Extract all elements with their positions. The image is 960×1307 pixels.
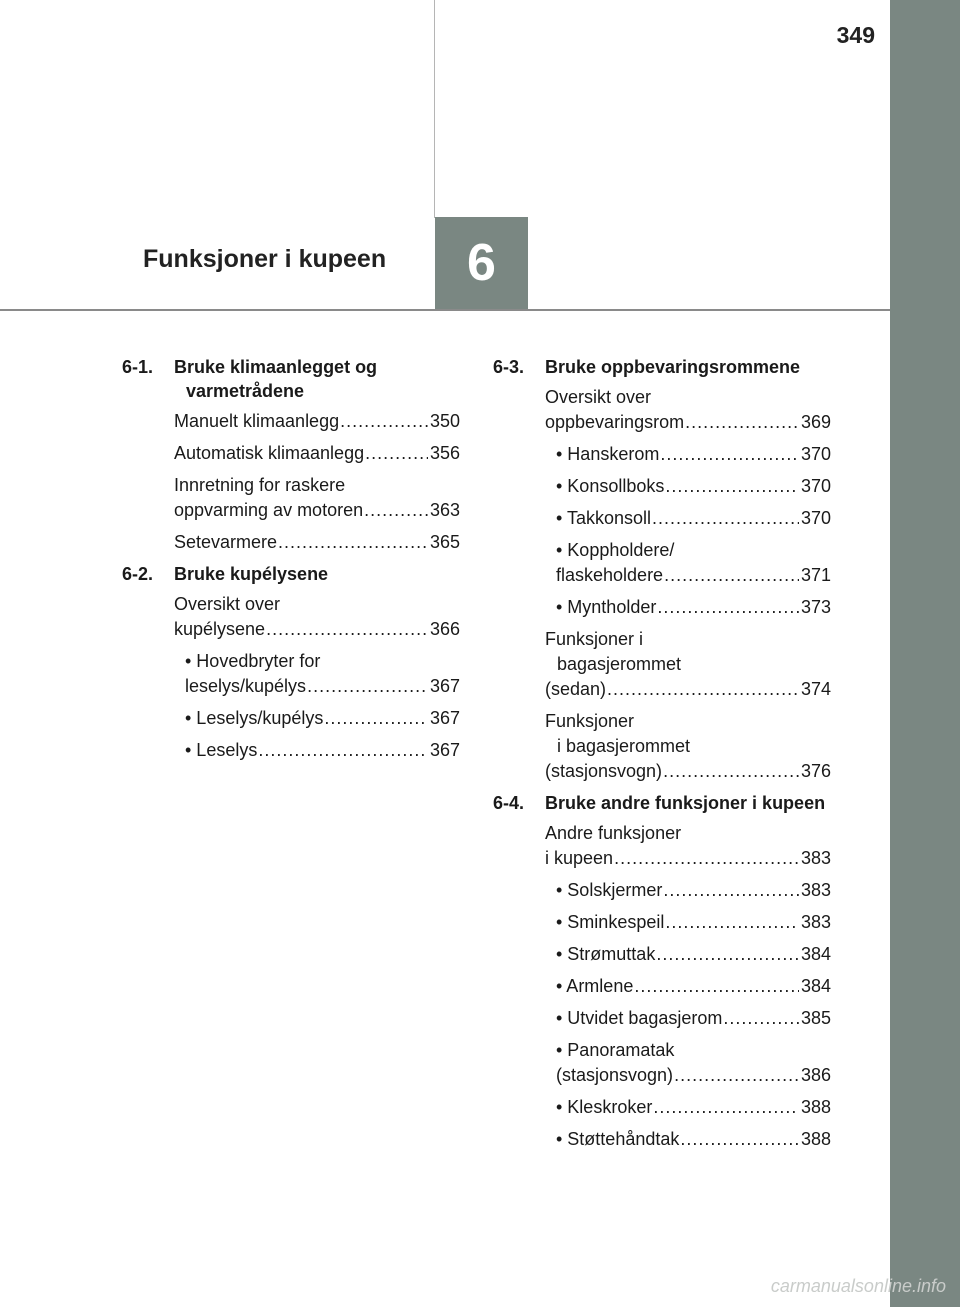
page-ref: 367	[429, 740, 460, 760]
page-ref: 363	[429, 500, 460, 520]
chapter-number-box	[435, 217, 528, 309]
watermark: carmanualsonline.info	[770, 1276, 946, 1296]
toc-section-6-1[interactable]	[122, 355, 460, 403]
toc-entry-solskjermer[interactable]: • Solskjermer . . . 383	[556, 878, 831, 903]
chapter-side-tab	[890, 0, 960, 1307]
toc-entry-panoramatak[interactable]: • Panoramatak (stasjonsvogn) . . . 386	[556, 1038, 831, 1088]
toc-entry-kleskroker[interactable]: • Kleskroker . . . 388	[556, 1095, 831, 1120]
toc-section-6-4[interactable]	[493, 791, 831, 815]
section-number: 6-4.	[493, 793, 525, 813]
page-ref: 371	[800, 565, 831, 585]
page-ref: 388	[800, 1097, 831, 1117]
section-title: Bruke andre funksjoner i kupeen	[545, 793, 826, 813]
page-ref: 376	[800, 761, 831, 781]
toc-section-6-3[interactable]	[493, 355, 831, 379]
toc-right-column	[493, 355, 831, 1159]
section-number: 6-2.	[122, 564, 154, 584]
page-ref: 386	[800, 1065, 831, 1085]
toc-entry-armlene[interactable]: • Armlene . . . 384	[556, 974, 831, 999]
toc-entry-stromuttak[interactable]: • Strømuttak . . . 384	[556, 942, 831, 967]
page-number: 349	[836, 22, 875, 48]
toc-entry-oversikt-oppbevaringsrom[interactable]: Oversikt over oppbevaringsrom . . . 369	[545, 385, 831, 435]
toc-entry-myntholder[interactable]: • Myntholder . . . 373	[556, 595, 831, 620]
chapter-title: Funksjoner i kupeen	[143, 245, 387, 273]
page-ref: 384	[800, 976, 831, 996]
toc-entry-oversikt-kupelysene[interactable]: Oversikt over kupélysene . . . 366	[174, 592, 460, 642]
page-ref: 383	[800, 912, 831, 932]
chapter-number: 6	[467, 234, 496, 292]
toc-entry-hovedbryter[interactable]: • Hovedbryter for leselys/kupélys . . . 367	[185, 649, 460, 699]
page-ref: 370	[800, 476, 831, 496]
toc-left-column	[122, 355, 460, 770]
toc-entry-andre-funksjoner[interactable]: Andre funksjoner i kupeen . . . 383	[545, 821, 831, 871]
page-ref: 369	[800, 412, 831, 432]
header-divider-vertical	[434, 0, 435, 218]
section-number: 6-1.	[122, 357, 154, 377]
page-ref: 370	[800, 444, 831, 464]
section-title: Bruke kupélysene	[174, 564, 329, 584]
page-ref: 373	[800, 597, 831, 617]
toc-entry-utvidet-bagasjerom[interactable]: • Utvidet bagasjerom . . . 385	[556, 1006, 831, 1031]
toc-entry-leselys[interactable]: • Leselys . . . 367	[185, 738, 460, 763]
section-title: Bruke oppbevaringsrommene	[545, 357, 801, 377]
toc-entry-setevarmere[interactable]: Setevarmere . . . 365	[174, 530, 460, 555]
toc-entry-stottehandtak[interactable]: • Støttehåndtak . . . 388	[556, 1127, 831, 1152]
page-ref: 366	[429, 619, 460, 639]
page-ref: 350	[429, 411, 460, 431]
toc-entry-rask-oppvarming[interactable]: Innretning for raskere oppvarming av motoren . . . 363	[174, 473, 460, 523]
toc-entry-takkonsoll[interactable]: • Takkonsoll . . . 370	[556, 506, 831, 531]
page-ref: 356	[429, 443, 460, 463]
page-ref: 385	[800, 1008, 831, 1028]
page-ref: 370	[800, 508, 831, 528]
page-ref: 384	[800, 944, 831, 964]
page-ref: 388	[800, 1129, 831, 1149]
header-divider-horizontal	[0, 309, 890, 311]
toc-entry-sminkespeil[interactable]: • Sminkespeil . . . 383	[556, 910, 831, 935]
page-ref: 367	[429, 676, 460, 696]
page-ref: 383	[800, 848, 831, 868]
toc-entry-automatisk-klimaanlegg[interactable]: Automatisk klimaanlegg . . . 356	[174, 441, 460, 466]
toc-entry-hanskerom[interactable]: • Hanskerom . . . 370	[556, 442, 831, 467]
page-ref: 365	[429, 532, 460, 552]
toc-entry-bagasjerommet-stasjonsvogn[interactable]: Funksjoner i bagasjerommet (stasjonsvogn) . . . 376	[545, 709, 831, 784]
section-title: Bruke klimaanlegget og varmetrådene	[174, 357, 378, 401]
toc-entry-manuelt-klimaanlegg[interactable]: Manuelt klimaanlegg . . . 350	[174, 409, 460, 434]
toc-entry-leselys-kupelys[interactable]: • Leselys/kupélys . . . 367	[185, 706, 460, 731]
section-number: 6-3.	[493, 357, 525, 377]
page-ref: 383	[800, 880, 831, 900]
toc-entry-konsollboks[interactable]: • Konsollboks . . . 370	[556, 474, 831, 499]
toc-section-6-2[interactable]	[122, 562, 460, 586]
page-ref: 374	[800, 679, 831, 699]
toc-entry-koppholdere[interactable]: • Koppholdere/ flaskeholdere . . . 371	[556, 538, 831, 588]
toc-entry-bagasjerommet-sedan[interactable]: Funksjoner i bagasjerommet (sedan) . . . 374	[545, 627, 831, 702]
page-ref: 367	[429, 708, 460, 728]
